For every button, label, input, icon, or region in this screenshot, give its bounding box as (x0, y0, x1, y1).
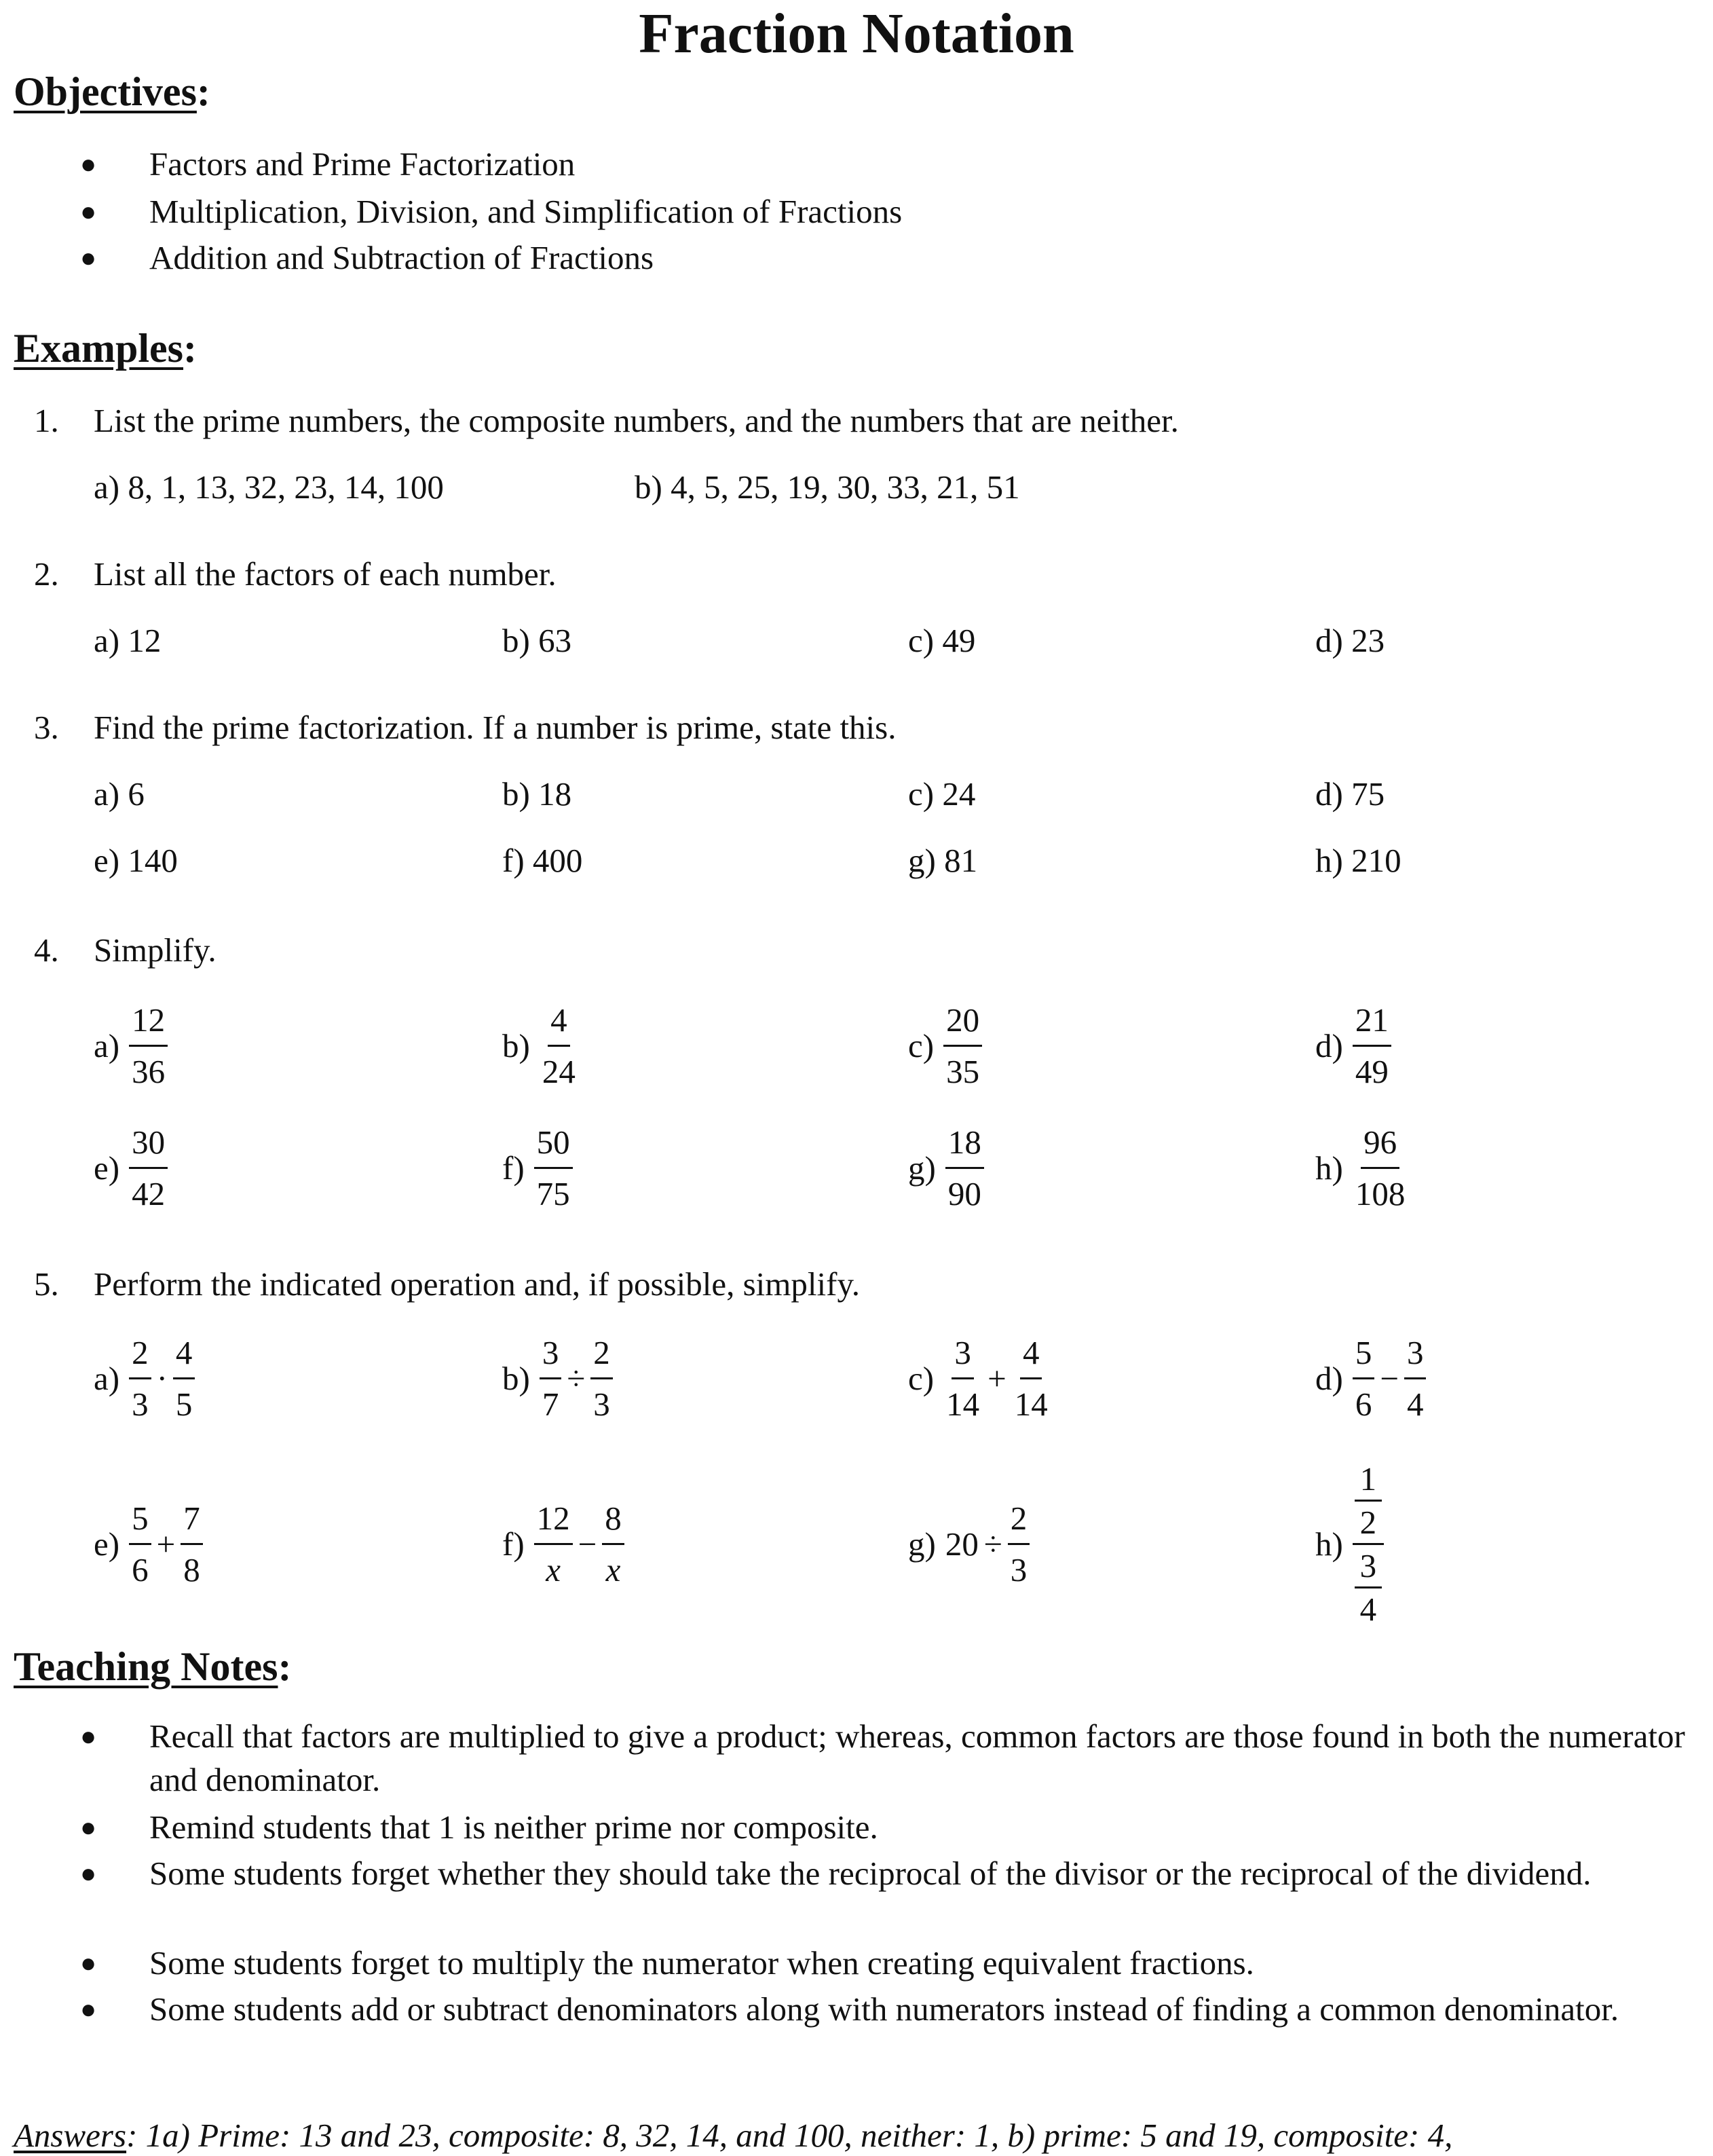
problem-label: h) (1315, 1525, 1343, 1563)
examples-heading-text: Examples (14, 326, 184, 371)
q4-problem (502, 1003, 578, 1088)
q5-problem-d (1315, 1336, 1426, 1421)
q3-part: d) 75 (1315, 775, 1385, 813)
denominator: 108 (1355, 1175, 1406, 1212)
question-number: 2. (34, 555, 59, 593)
bullet-icon: ● (80, 242, 97, 273)
numerator: 50 (534, 1126, 573, 1169)
operator: − (578, 1525, 597, 1563)
fraction (129, 1123, 168, 1212)
page-title: Fraction Notation (639, 2, 1074, 65)
answers-line: Answers: 1a) Prime: 13 and 23, composite: 8, 32, 14, and 100, neither: 1, b) prime: 5 and 19, composite: 4, (14, 2117, 1453, 2154)
q5-problem-b (502, 1336, 613, 1421)
operator: · (156, 1360, 168, 1397)
teaching-notes-heading: Teaching Notes: (14, 1644, 292, 1689)
problem-label: e) (94, 1525, 120, 1563)
numerator: 3 (1404, 1336, 1427, 1379)
q5-problem-g (908, 1502, 1030, 1586)
numerator: 3 (1359, 1547, 1377, 1584)
q5-problem-e (94, 1502, 203, 1586)
bullet-icon: ● (80, 1721, 97, 1751)
fraction (602, 1502, 624, 1586)
q2-part: a) 12 (94, 622, 162, 659)
complex-fraction (1353, 1458, 1384, 1630)
problem-label: a) (94, 1027, 120, 1064)
objective-item: Addition and Subtraction of Fractions (149, 239, 654, 276)
problem-label: a) (94, 1360, 120, 1397)
numerator: 5 (1353, 1336, 1375, 1379)
bullet-icon: ● (80, 1994, 97, 2024)
q3-part: f) 400 (502, 842, 583, 879)
fraction (1353, 1123, 1408, 1212)
fraction (173, 1336, 195, 1421)
teaching-note: Some students add or subtract denominators along with numerators instead of finding a common denominator. (149, 1990, 1619, 2028)
fraction (534, 1123, 573, 1212)
question-text: Simplify. (94, 931, 217, 969)
bullet-icon: ● (80, 196, 97, 227)
problem-label: f) (502, 1149, 525, 1187)
question-text: List the prime numbers, the composite numbers, and the numbers that are neither. (94, 402, 1179, 439)
answers-label: Answers (14, 2117, 127, 2154)
fraction (1012, 1336, 1051, 1421)
fraction (129, 1502, 151, 1586)
teaching-note: Remind students that 1 is neither prime nor composite. (149, 1808, 878, 1846)
q4-problem (908, 1123, 984, 1212)
numerator: 4 (1020, 1336, 1042, 1379)
teaching-note: Some students forget whether they should take the reciprocal of the divisor or the reciprocal of the dividend. (149, 1855, 1592, 1892)
q3-part: c) 24 (908, 775, 976, 813)
q4-problem (1315, 1123, 1408, 1212)
question-number: 1. (34, 402, 59, 439)
numerator: 3 (952, 1336, 974, 1379)
fraction (1353, 1336, 1375, 1421)
operator: ÷ (983, 1525, 1002, 1563)
numerator: 2 (129, 1336, 151, 1379)
denominator: 6 (132, 1551, 149, 1588)
problem-label: c) (908, 1027, 935, 1064)
q2-part: b) 63 (502, 622, 572, 659)
numerator: 20 (943, 1003, 982, 1047)
problem-label: b) (502, 1360, 530, 1397)
fraction (943, 1336, 982, 1421)
problem-label: g) (908, 1525, 936, 1563)
q5-problem-c (908, 1336, 1051, 1421)
numerator: 1 (1359, 1460, 1377, 1498)
denominator: 5 (175, 1386, 193, 1423)
objectives-heading-text: Objectives (14, 69, 197, 114)
problem-label: h) (1315, 1149, 1343, 1187)
numerator: 4 (548, 1003, 570, 1047)
whole-number: 20 (945, 1525, 979, 1563)
teaching-notes-heading-text: Teaching Notes (14, 1644, 278, 1689)
denominator: 3 (1010, 1551, 1028, 1588)
q4-problem (94, 1123, 168, 1212)
q5-problem-f (502, 1502, 624, 1586)
q3-part: g) 81 (908, 842, 978, 879)
numerator: 3 (540, 1336, 562, 1379)
question-text: Perform the indicated operation and, if possible, simplify. (94, 1265, 861, 1303)
fraction (540, 1336, 562, 1421)
denominator: 3 (593, 1386, 610, 1423)
denominator: 42 (132, 1175, 166, 1212)
numerator: 4 (173, 1336, 195, 1379)
numerator: 12 (534, 1502, 573, 1545)
examples-heading: Examples: (14, 326, 197, 371)
fraction (590, 1336, 613, 1421)
problem-label: f) (502, 1525, 525, 1563)
question-number: 4. (34, 931, 59, 969)
q2-part: c) 49 (908, 622, 976, 659)
operator: − (1380, 1360, 1399, 1397)
fraction (1404, 1336, 1427, 1421)
q1-part-b: b) 4, 5, 25, 19, 30, 33, 21, 51 (635, 468, 1020, 506)
numerator: 2 (1008, 1502, 1030, 1545)
fraction (129, 1003, 168, 1088)
q3-part: e) 140 (94, 842, 178, 879)
q2-part: d) 23 (1315, 622, 1385, 659)
problem-label: e) (94, 1149, 120, 1187)
objectives-heading: Objectives: (14, 69, 210, 114)
q4-problem (908, 1003, 982, 1088)
question-text: Find the prime factorization. If a number is prime, state this. (94, 709, 897, 746)
denominator: 14 (946, 1386, 980, 1423)
bullet-icon: ● (80, 1948, 97, 1978)
problem-label: d) (1315, 1360, 1343, 1397)
fraction (181, 1502, 203, 1586)
numerator: 8 (602, 1502, 624, 1545)
q1-part-a: a) 8, 1, 13, 32, 23, 14, 100 (94, 468, 444, 506)
q3-part: h) 210 (1315, 842, 1401, 879)
q3-part: b) 18 (502, 775, 572, 813)
denominator: 6 (1355, 1386, 1372, 1423)
denominator: x (546, 1551, 561, 1588)
problem-label: g) (908, 1149, 936, 1187)
teaching-note: Some students forget to multiply the numerator when creating equivalent fractions. (149, 1944, 1254, 1982)
complex-numerator (1355, 1458, 1382, 1543)
question-number: 3. (34, 709, 59, 746)
complex-denominator (1355, 1545, 1382, 1630)
numerator: 96 (1361, 1126, 1399, 1169)
numerator: 18 (945, 1126, 984, 1169)
answers-text: 1a) Prime: 13 and 23, composite: 8, 32, 14, and 100, neither: 1, b) prime: 5 and 19, composite: 4, (145, 2117, 1453, 2154)
denominator: x (605, 1551, 621, 1588)
fraction (943, 1003, 982, 1088)
problem-label: b) (502, 1027, 530, 1064)
q3-part: a) 6 (94, 775, 145, 813)
fraction (540, 1003, 578, 1088)
denominator: 35 (946, 1053, 980, 1090)
operator: ÷ (567, 1360, 586, 1397)
denominator: 36 (132, 1053, 166, 1090)
numerator: 7 (181, 1502, 203, 1545)
denominator: 75 (536, 1175, 570, 1212)
problem-label: c) (908, 1360, 935, 1397)
objective-item: Multiplication, Division, and Simplification of Fractions (149, 193, 903, 230)
denominator: 4 (1359, 1591, 1377, 1628)
bullet-icon: ● (80, 1812, 97, 1842)
q5-problem-a (94, 1336, 195, 1421)
bullet-icon: ● (80, 1858, 97, 1889)
denominator: 90 (947, 1175, 981, 1212)
denominator: 2 (1359, 1504, 1377, 1541)
numerator: 5 (129, 1502, 151, 1545)
q4-problem (94, 1003, 168, 1088)
operator: + (156, 1525, 176, 1563)
denominator: 24 (542, 1053, 576, 1090)
fraction (1008, 1502, 1030, 1586)
teaching-note: Recall that factors are multiplied to give a product; whereas, common factors are those found in both the numerator and denominator. (149, 1717, 1685, 1798)
fraction (1353, 1003, 1391, 1088)
fraction (129, 1336, 151, 1421)
q4-problem (1315, 1003, 1391, 1088)
operator: + (987, 1360, 1006, 1397)
denominator: 14 (1014, 1386, 1048, 1423)
bullet-icon: ● (80, 149, 97, 179)
q5-problem-h (1315, 1458, 1384, 1630)
numerator: 21 (1353, 1003, 1391, 1047)
denominator: 8 (183, 1551, 200, 1588)
objective-item: Factors and Prime Factorization (149, 145, 576, 183)
numerator: 12 (129, 1003, 168, 1047)
denominator: 3 (132, 1386, 149, 1423)
denominator: 7 (542, 1386, 559, 1423)
problem-label: d) (1315, 1027, 1343, 1064)
question-text: List all the factors of each number. (94, 555, 557, 593)
q4-problem (502, 1123, 573, 1212)
numerator: 2 (590, 1336, 613, 1379)
fraction (534, 1502, 573, 1586)
numerator: 30 (129, 1126, 168, 1169)
denominator: 4 (1406, 1386, 1424, 1423)
question-number: 5. (34, 1265, 59, 1303)
denominator: 49 (1355, 1053, 1389, 1090)
fraction (945, 1123, 984, 1212)
